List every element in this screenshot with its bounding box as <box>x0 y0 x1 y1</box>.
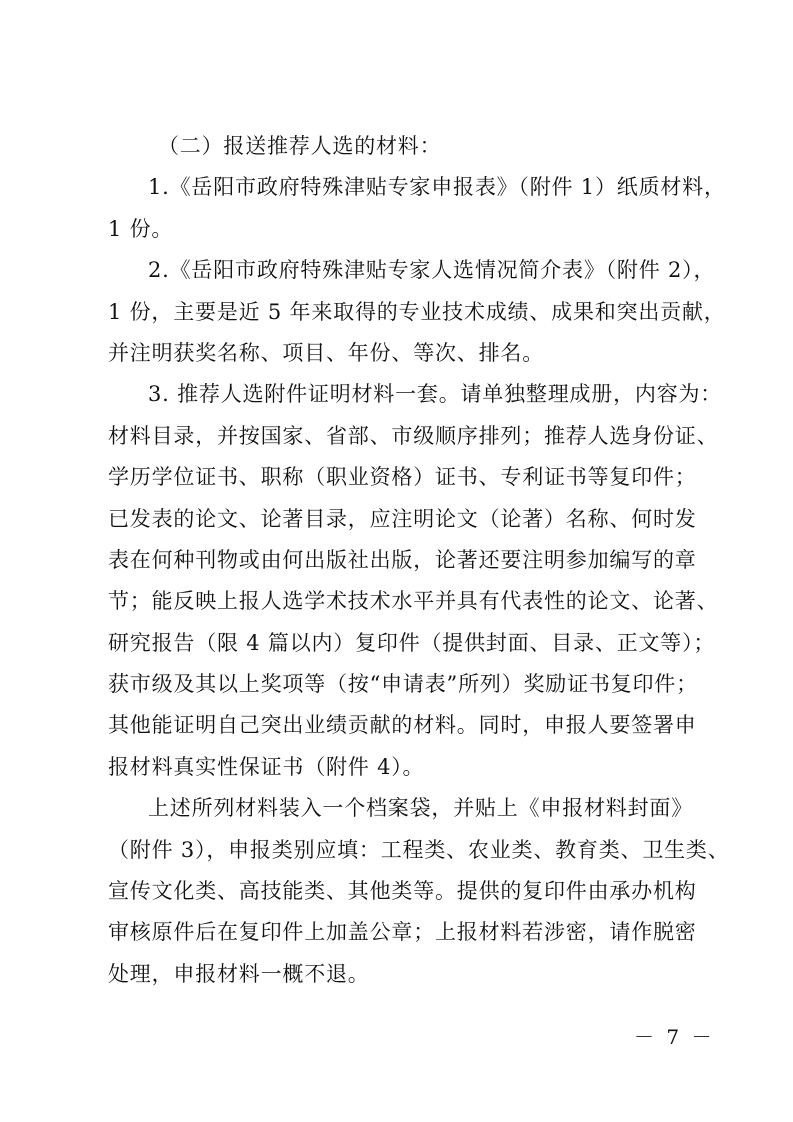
paragraph-line: 1 份，主要是近 5 年来取得的专业技术成绩、成果和突出贡献， <box>108 299 726 324</box>
paragraph-line: 已发表的论文、论著目录，应注明论文（论著）名称、何时发 <box>108 506 697 531</box>
paragraph-line: 宣传文化类、高技能类、其他类等。提供的复印件由承办机构 <box>108 879 697 904</box>
paragraph-line: （附件 3），申报类别应填：工程类、农业类、教育类、卫生类、 <box>108 837 730 862</box>
section-heading: （二）报送推荐人选的材料： <box>158 134 442 158</box>
document-body <box>108 126 730 995</box>
paragraph-line: 审核原件后在复印件上加盖公章；上报材料若涉密，请作脱密 <box>108 920 697 945</box>
paragraph-line: 处理，申报材料一概不退。 <box>108 961 370 986</box>
paragraph-line: 3. 推荐人选附件证明材料一套。请单独整理成册，内容为： <box>148 382 723 407</box>
paragraph-line: 报材料真实性保证书（附件 4）。 <box>108 754 425 779</box>
page-number: － 7 － <box>634 1025 715 1049</box>
paragraph-line: 研究报告（限 4 篇以内）复印件（提供封面、目录、正文等）； <box>108 630 716 655</box>
paragraph-line: 学历学位证书、职称（职业资格）证书、专利证书等复印件； <box>108 465 697 490</box>
paragraph-line: 1.《岳阳市政府特殊津贴专家申报表》（附件 1）纸质材料， <box>148 175 726 200</box>
paragraph-line: 2.《岳阳市政府特殊津贴专家人选情况简介表》（附件 2）， <box>148 258 716 283</box>
paragraph-line: 材料目录，并按国家、省部、市级顺序排列；推荐人选身份证、 <box>108 423 719 448</box>
paragraph-line: 其他能证明自己突出业绩贡献的材料。同时，申报人要签署申 <box>108 713 697 738</box>
paragraph-line: 获市级及其以上奖项等（按“申请表”所列）奖励证书复印件； <box>108 672 698 697</box>
paragraph-line: 节；能反映上报人选学术技术水平并具有代表性的论文、论著、 <box>108 589 719 614</box>
paragraph-line: 1 份。 <box>108 216 174 241</box>
paragraph-line: 并注明获奖名称、项目、年份、等次、排名。 <box>108 340 544 365</box>
paragraph-line: 上述所列材料装入一个档案袋，并贴上《申报材料封面》 <box>148 796 693 821</box>
paragraph-line: 表在何种刊物或由何出版社出版，论著还要注明参加编写的章 <box>108 547 697 572</box>
